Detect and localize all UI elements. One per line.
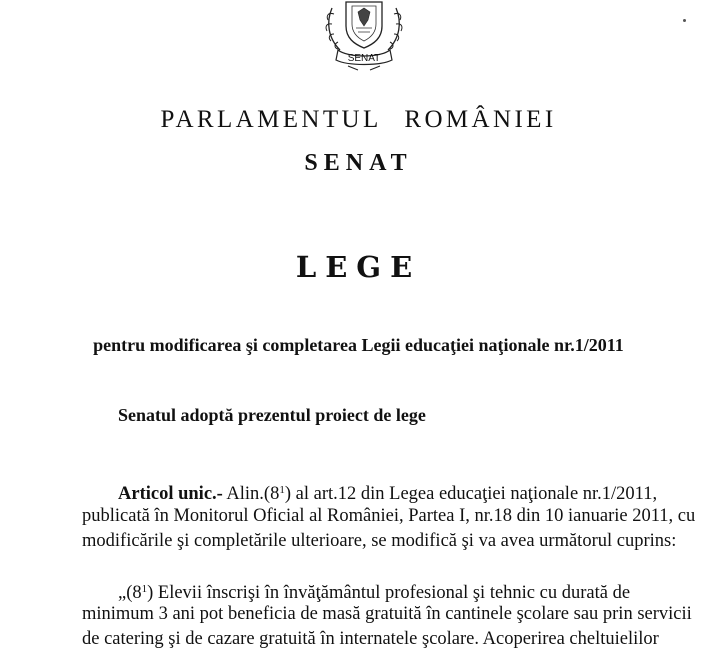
scan-speck [683, 19, 686, 22]
article-label: Articol unic.- [118, 484, 223, 504]
adoption-statement: Senatul adoptă prezentul proiect de lege [118, 405, 426, 425]
quote-line-2: minimum 3 ani pot beneficia de masă gratuită în cantinele şcolare sau prin servicii [82, 604, 692, 624]
crest-label: SENAT [347, 53, 381, 64]
document-type: LEGE [295, 250, 422, 284]
article-line-2: publicată în Monitorul Oficial al României, Partea I, nr.18 din 10 ianuarie 2011, cu [82, 506, 696, 526]
article-line-3: modificările şi completările ulterioare, se modifică şi va avea următorul cuprins: [82, 531, 677, 551]
article-sup: 1 [279, 484, 285, 496]
quote-text-1: ) Elevii înscrişi în învăţământul profesional şi tehnic cu durată de [147, 583, 631, 603]
quote-open: „(8 [118, 583, 142, 603]
quote-sup: 1 [141, 583, 148, 595]
quote-line-1 [118, 578, 630, 605]
article-text-b: ) al art.12 din Legea educaţiei naţionale nr.1/2011, [284, 484, 658, 504]
quote-line-3: de catering şi de cazare gratuită în internatele şcolare. Acoperirea cheltuielilor [82, 629, 659, 649]
article-line-1 [118, 479, 657, 506]
chamber-title: SENAT [304, 150, 413, 176]
parliament-title: PARLAMENTUL ROMÂNIEI [160, 106, 557, 133]
document-subtitle: pentru modificarea şi completarea Legii educaţiei naţionale nr.1/2011 [93, 335, 624, 355]
senate-coat-of-arms-icon [318, 0, 410, 72]
article-text-a: Alin.(8 [226, 484, 280, 504]
